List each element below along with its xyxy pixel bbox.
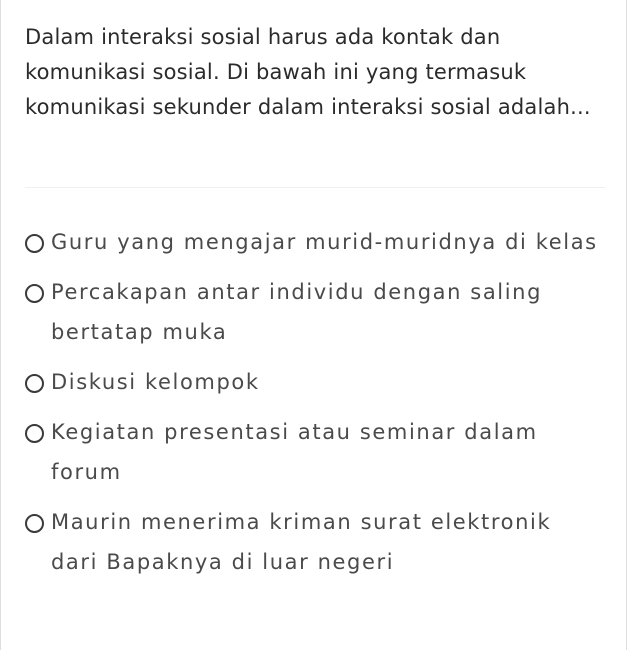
answer-option-label: Maurin menerima kriman surat elektronik dari Bapaknya di luar negeri	[51, 510, 552, 574]
radio-button-icon[interactable]	[25, 284, 44, 303]
question-text: Dalam interaksi sosial harus ada kontak dan komunikasi sosial. Di bawah ini yang termasuk komunikasi sekunder dalam interaksi sosial adalah...	[25, 25, 591, 119]
divider	[25, 187, 605, 188]
answer-options	[25, 222, 605, 592]
radio-button-icon[interactable]	[25, 424, 44, 443]
answer-option-1[interactable]	[25, 222, 605, 262]
answer-option-label: Guru yang mengajar murid-muridnya di kelas	[51, 230, 598, 254]
answer-option-5[interactable]	[25, 502, 605, 582]
radio-button-icon[interactable]	[25, 514, 44, 533]
answer-option-label: Diskusi kelompok	[51, 370, 260, 394]
answer-option-2[interactable]	[25, 272, 605, 352]
answer-option-label: Kegiatan presentasi atau seminar dalam forum	[51, 420, 538, 484]
answer-option-label: Percakapan antar individu dengan saling bertatap muka	[51, 280, 543, 344]
answer-option-3[interactable]	[25, 362, 605, 402]
answer-option-4[interactable]	[25, 412, 605, 492]
radio-button-icon[interactable]	[25, 234, 44, 253]
radio-button-icon[interactable]	[25, 374, 44, 393]
